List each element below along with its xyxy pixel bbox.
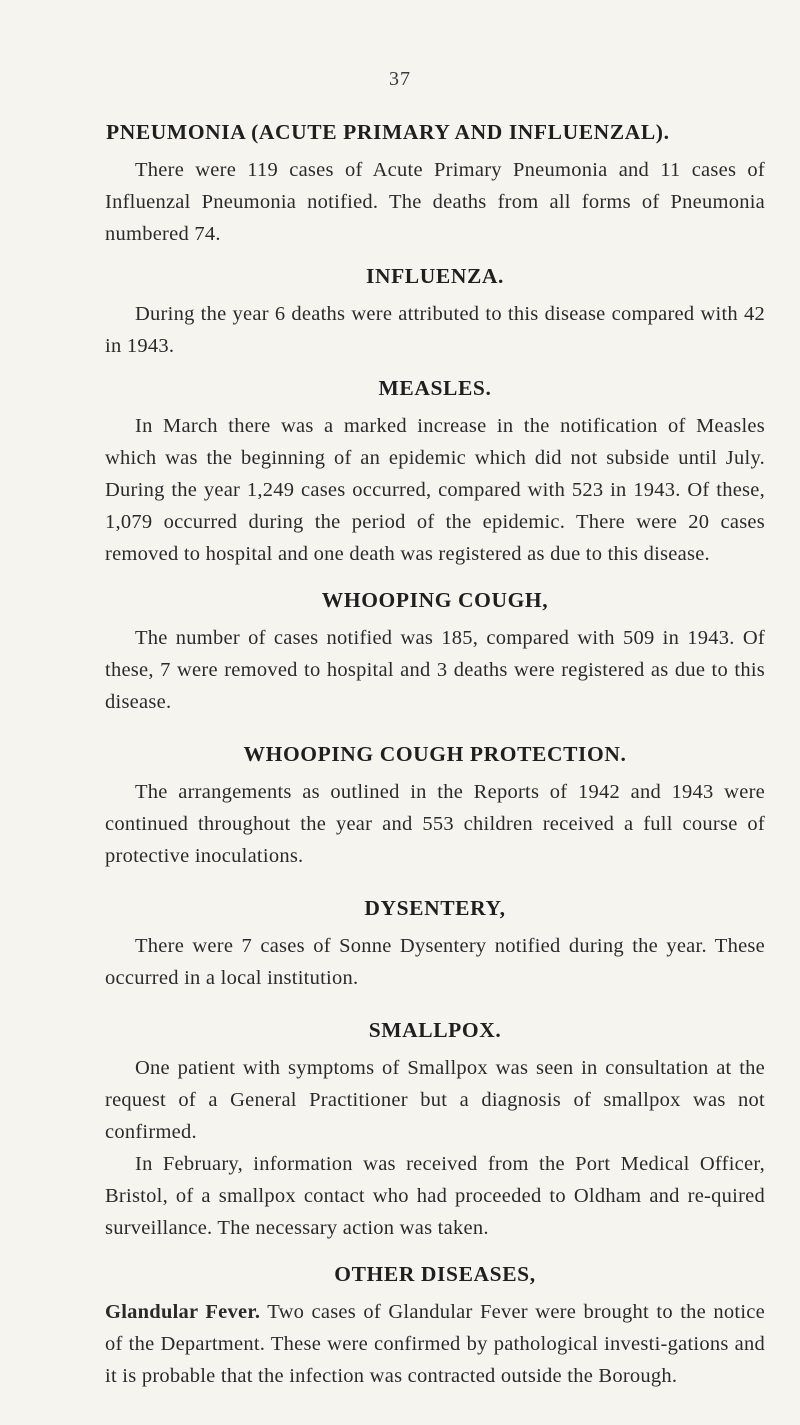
page-number: 37 [389, 68, 411, 90]
heading-dysentery: DYSENTERY, [364, 896, 506, 920]
section-dysentery [105, 894, 765, 994]
section-smallpox [105, 1016, 765, 1244]
lead-glandular-fever: Glandular Fever. [105, 1301, 261, 1323]
section-measles [105, 374, 765, 570]
heading-pneumonia: PNEUMONIA (ACUTE PRIMARY AND INFLUENZAL). [106, 120, 670, 144]
paragraph-pneumonia: There were 119 cases of Acute Primary Pneumonia and 11 cases of Influenzal Pneumonia notified. The deaths from all forms of Pneumonia numbered 74. [105, 159, 765, 245]
paragraph-measles: In March there was a marked increase in the notification of Measles which was the beginning of an epidemic which did not subside until July. During the year 1,249 cases occurred, compared with 523 in 1943. Of these, 1,079 occurred during the period of the epidemic. There were 20 cases removed to hospital and one death was registered as due to this disease. [105, 415, 765, 565]
paragraph-whooping-cough: The number of cases notified was 185, compared with 509 in 1943. Of these, 7 were removed to hospital and 3 deaths were registered as due to this disease. [105, 627, 765, 713]
text-glandular-fever: Two cases of Glandular Fever were brought to the notice of the Department. These were confirmed by pathological investi-gations and it is probable that the infection was contracted outside the Borough. [105, 1301, 765, 1387]
section-whooping-cough [105, 586, 765, 718]
section-other-diseases [105, 1260, 765, 1392]
heading-whooping-cough-protection: WHOOPING COUGH PROTECTION. [243, 742, 627, 766]
paragraph-smallpox-2: In February, information was received from the Port Medical Officer, Bristol, of a smallpox contact who had proceeded to Oldham and re-quired surveillance. The necessary action was taken. [105, 1153, 765, 1239]
heading-whooping-cough: WHOOPING COUGH, [321, 588, 549, 612]
heading-influenza: INFLUENZA. [365, 264, 504, 288]
paragraph-dysentery: There were 7 cases of Sonne Dysentery notified during the year. These occurred in a local institution. [105, 935, 765, 989]
heading-smallpox: SMALLPOX. [368, 1018, 502, 1042]
section-whooping-cough-protection [105, 740, 765, 872]
paragraph-other-diseases [105, 1296, 765, 1392]
section-pneumonia [105, 118, 765, 250]
heading-other-diseases: OTHER DISEASES, [334, 1262, 536, 1286]
section-influenza [105, 262, 765, 362]
paragraph-whooping-cough-protection: The arrangements as outlined in the Reports of 1942 and 1943 were continued throughout the year and 553 children received a full course of protective inoculations. [105, 781, 765, 867]
document-body [105, 118, 765, 1392]
heading-measles: MEASLES. [378, 376, 492, 400]
paragraph-smallpox-1: One patient with symptoms of Smallpox was seen in consultation at the request of a General Practitioner but a diagnosis of smallpox was not confirmed. [105, 1057, 765, 1143]
paragraph-influenza: During the year 6 deaths were attributed to this disease compared with 42 in 1943. [105, 303, 765, 357]
